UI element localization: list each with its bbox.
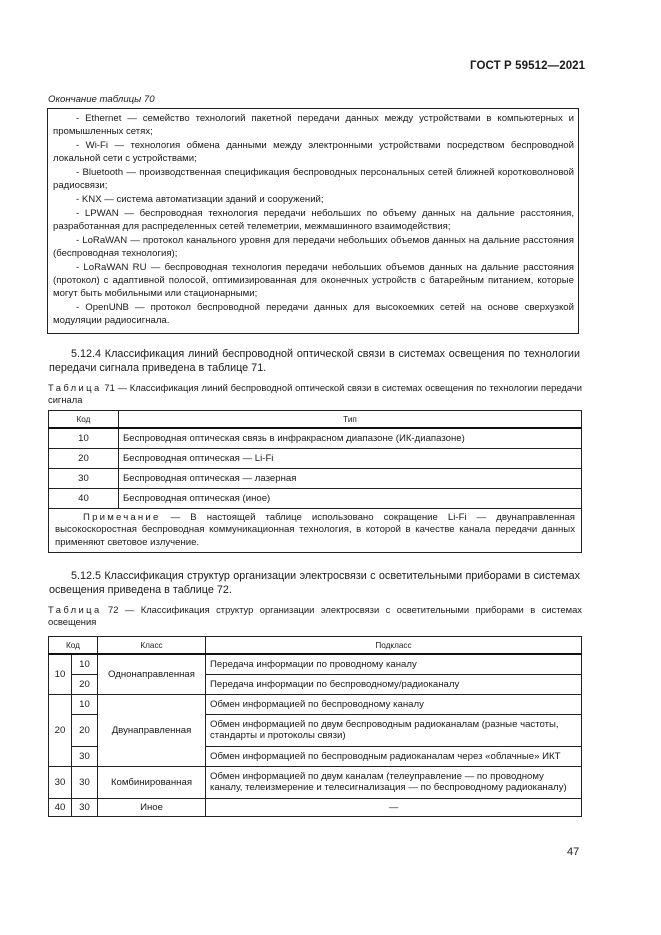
table72-subclass: — [206, 798, 582, 816]
table72-label: Таблица [48, 604, 102, 615]
table72-subcode: 20 [72, 714, 98, 746]
table72-subcode: 20 [72, 674, 98, 694]
table71-label: Таблица [48, 382, 102, 393]
table-row [49, 448, 582, 468]
table72-subcode: 30 [72, 798, 98, 816]
definition-item: - OpenUNB — протокол беспроводной передачи данных для высокоемких сетей на основе сверхузкой модуляции радиосигнала. [53, 302, 574, 326]
table72-caption-text: 72 — Классификация структур организации электросвязи с осветительными приборами в системах освещения [48, 604, 582, 627]
table72-code: 30 [49, 766, 72, 798]
table72-class: Двунаправленная [98, 694, 206, 766]
table71-code: 30 [49, 468, 119, 488]
definition-item: - LPWAN — беспроводная технология передачи небольших по объему данных на дальние расстояния, разработанная для распределенных сетей телеметрии, межмашинного взаимодействия; [53, 208, 574, 232]
table72-header-row [49, 637, 582, 655]
table72-subclass: Передача информации по проводному каналу [206, 654, 582, 674]
table71-header-row [49, 411, 582, 429]
table72-header-subclass: Подкласс [206, 637, 582, 655]
definition-item: - Wi-Fi — технология обмена данными между электронными устройствами посредством беспроводной локальной сети с устройствами; [53, 140, 574, 164]
table72-subcode: 10 [72, 694, 98, 714]
table-row [49, 798, 582, 816]
table71-type: Беспроводная оптическая — Li-Fi [119, 448, 582, 468]
definition-item: - Bluetooth — производственная спецификация беспроводных персональных сетей ближней коротковолновой радиосвязи; [53, 167, 574, 191]
section-5-12-4-paragraph: 5.12.4 Классификация линий беспроводной оптической связи в системах освещения по технологии передачи сигнала приведена в таблице 71. [49, 348, 580, 374]
table-continuation-caption: Окончание таблицы 70 [48, 94, 155, 105]
table71-type: Беспроводная оптическая (иное) [119, 488, 582, 508]
section-5-12-5-paragraph: 5.12.5 Классификация структур организации электросвязи с осветительными приборами в системах освещения приведена в таблице 72. [49, 570, 580, 596]
table72-subclass: Передача информации по беспроводному/радиоканалу [206, 674, 582, 694]
table72-header-class: Класс [98, 637, 206, 655]
table71-caption-text: 71 — Классификация линий беспроводной оптической связи в системах освещения по технологии передачи сигнала [48, 382, 582, 405]
table72-subcode: 10 [72, 654, 98, 674]
table72-subclass: Обмен информацией по беспроводным радиоканалам через «облачные» ИКТ [206, 746, 582, 766]
table71-note-label: Примечание [83, 511, 161, 523]
table72-code: 40 [49, 798, 72, 816]
table-72 [48, 636, 582, 817]
page-number: 47 [567, 846, 580, 858]
table72-class: Комбинированная [98, 766, 206, 798]
table72-subcode: 30 [72, 766, 98, 798]
table71-note-row [49, 508, 582, 553]
definition-item: - LoRaWAN — протокол канального уровня для передачи небольших объемов данных на дальние расстояния (беспроводная технология); [53, 235, 574, 259]
table71-caption [48, 382, 582, 405]
definition-item: - Ethernet — семейство технологий пакетной передачи данных между устройствами в компьютерных и промышленных сетях; [53, 113, 574, 137]
table71-header-code: Код [49, 411, 119, 429]
definition-item: - LoRaWAN RU — беспроводная технология передачи небольших объемов данных на дальние расстояния (протокол) с адаптивной полосой, оптимизированная для оконечных устройств с батарейным питанием, которые могут быть мобильными или стационарными; [53, 262, 574, 299]
table72-code: 20 [49, 694, 72, 766]
table72-subclass: Обмен информацией по беспроводному каналу [206, 694, 582, 714]
table72-caption [48, 604, 582, 627]
table-row [49, 488, 582, 508]
table-row [49, 468, 582, 488]
table72-subclass: Обмен информацией по двум каналам (телеуправление — по проводному каналу, телеизмерение и телесигнализация — по беспроводному радиоканалу) [206, 766, 582, 798]
table71-note-text: — В настоящей таблице использовано сокращение Li-Fi — двунаправленная высокоскоростная беспроводная коммуникационная технология, в которой в качестве канала передачи данных применяют световое излучение. [55, 511, 575, 548]
definition-item: - KNX — система автоматизации зданий и сооружений; [76, 194, 324, 205]
table72-subcode: 30 [72, 746, 98, 766]
table-row [49, 428, 582, 448]
table71-header-type: Тип [119, 411, 582, 429]
table-row [49, 694, 582, 714]
table-71 [48, 410, 582, 553]
table72-class: Иное [98, 798, 206, 816]
table72-class: Однонаправленная [98, 654, 206, 694]
table72-header-code: Код [49, 637, 98, 655]
table71-type: Беспроводная оптическая связь в инфракрасном диапазоне (ИК-диапазоне) [119, 428, 582, 448]
table71-code: 10 [49, 428, 119, 448]
table71-code: 40 [49, 488, 119, 508]
table71-code: 20 [49, 448, 119, 468]
definitions-box [47, 108, 579, 334]
table-row [49, 654, 582, 674]
table-row [49, 766, 582, 798]
table72-subclass: Обмен информацией по двум беспроводным радиоканалам (разные частоты, стандарты и протоколы связи) [206, 714, 582, 746]
table71-type: Беспроводная оптическая — лазерная [119, 468, 582, 488]
table72-code: 10 [49, 654, 72, 694]
table71-note [49, 508, 582, 553]
document-header: ГОСТ Р 59512—2021 [470, 60, 586, 72]
